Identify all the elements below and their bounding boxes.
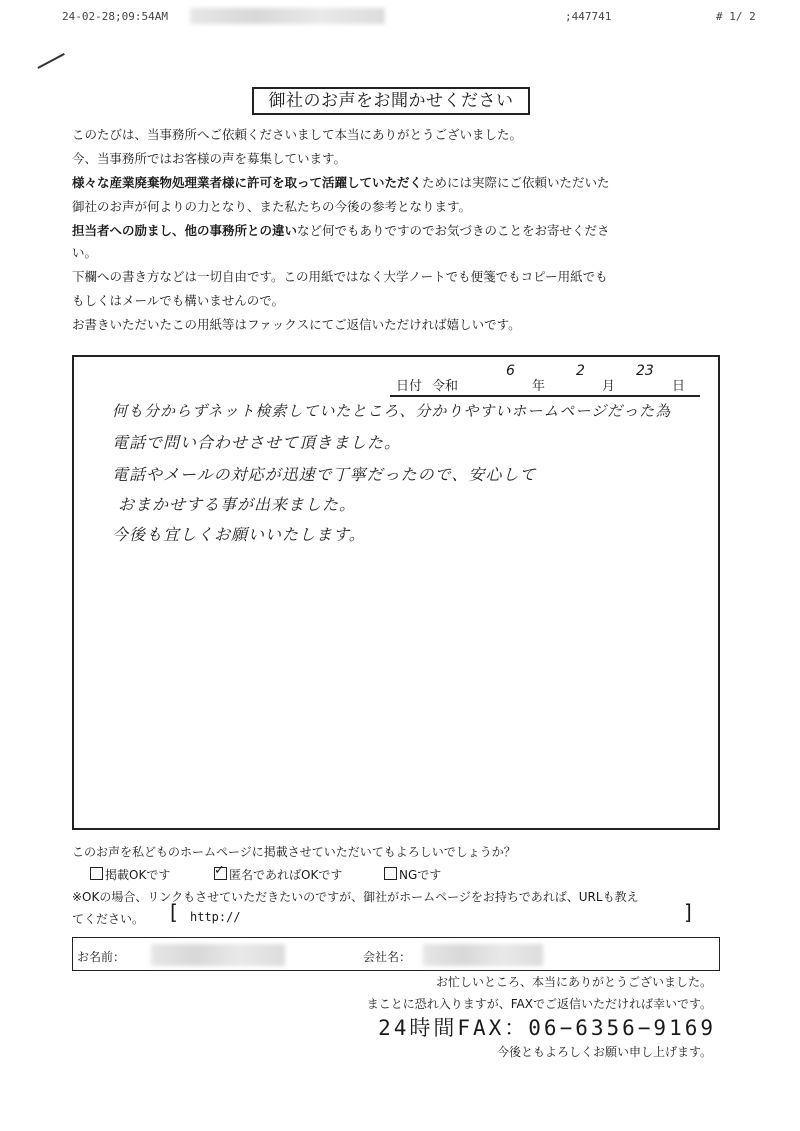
url-bracket-close: ] (684, 900, 692, 924)
date-day: 23 (636, 363, 654, 379)
redacted-name (151, 944, 285, 966)
intro-line-7: 下欄への書き方などは一切自由です。この用紙ではなく大学ノートでも便箋でもコピー用紙でも (72, 269, 608, 284)
fax-timestamp: 24-02-28;09:54AM (62, 10, 168, 23)
intro-emphasis-1: 様々な産業廃棄物処理業者様に許可を取って活躍していただく (72, 175, 423, 190)
intro-line-9: お書きいただいたこの用紙等はファックスにてご返信いただければ嬉しいです。 (72, 317, 521, 332)
fax-number: ;447741 (565, 10, 612, 23)
handwritten-line-2: 電話で問い合わせさせて頂きました。 (112, 433, 402, 452)
url-note-1: ※OKの場合、リンクもさせていただきたいのですが、御社がホームページをお持ちであれば、URLも教え (72, 890, 639, 904)
date-line (390, 363, 700, 397)
date-era: 令和 (432, 379, 459, 394)
intro-line-1: このたびは、当事務所へご依頼くださいまして本当にありがとうございました。 (72, 127, 523, 142)
page-title: 御社のお声をお聞かせください (252, 87, 530, 115)
intro-emphasis-2: 担当者への励まし、他の事務所との違い (72, 223, 298, 238)
footer-thanks: お忙しいところ、本当にありがとうございました。 (435, 975, 712, 989)
intro-line-8: もしくはメールでも構いませんので。 (72, 293, 285, 308)
footer-closing: 今後ともよろしくお願い申し上げます。 (496, 1045, 712, 1059)
option-publish-ok[interactable] (90, 866, 170, 883)
comment-box (72, 355, 720, 830)
name-row (72, 937, 720, 971)
handwritten-line-1: 何も分からずネット検索していたところ、分かりやすいホームページだった為 (112, 402, 672, 420)
redacted-company (423, 944, 543, 966)
date-day-unit: 日 (672, 379, 686, 394)
option-anonymous-ok[interactable] (214, 866, 342, 883)
footer-request: まことに恐れ入りますが、FAXでご返信いただければ幸いです。 (366, 997, 712, 1011)
url-note-2: てください。 (72, 912, 145, 926)
fax-number-large: 24時間FAX：06−6356−9169 (378, 1016, 716, 1040)
checkbox-icon[interactable] (90, 867, 103, 880)
date-year-unit: 年 (532, 379, 546, 394)
handwritten-line-4: おまかせする事が出来ました。 (118, 495, 357, 514)
option-ng[interactable] (384, 866, 441, 883)
option-ng-label: NGです (399, 868, 442, 882)
intro-line-4: 御社のお声が何よりの力となり、また私たちの今後の参考となります。 (72, 199, 472, 214)
handwritten-line-5: 今後も宜しくお願いいたします。 (112, 525, 366, 544)
redacted-sender (190, 8, 385, 24)
url-bracket-open: [ (170, 900, 178, 924)
date-month-unit: 月 (602, 379, 616, 394)
option-anonymous-ok-label: 匿名であればOKです (229, 868, 343, 882)
permission-question: このお声を私どものホームページに掲載させていただいてもよろしいでしょうか？ (72, 845, 516, 859)
option-publish-ok-label: 掲載OKです (105, 868, 171, 882)
url-prefix: http:// (190, 910, 241, 924)
fax-page: # 1/ 2 (716, 10, 756, 23)
intro-line-6: い。 (72, 245, 98, 260)
checkbox-checked-icon[interactable] (214, 867, 227, 880)
pen-mark (37, 53, 64, 68)
intro-line-3 (72, 172, 610, 193)
name-label: お名前： (77, 950, 126, 964)
handwritten-line-3: 電話やメールの対応が迅速で丁寧だったので、安心して (112, 465, 537, 484)
checkbox-icon[interactable] (384, 867, 397, 880)
intro-line-5 (72, 220, 610, 241)
date-year: 6 (506, 363, 515, 379)
company-label: 会社名： (363, 950, 412, 964)
intro-line-2: 今、当事務所ではお客様の声を募集しています。 (72, 151, 347, 166)
intro-line-5-rest: など何でもありですのでお気づきのことをお寄せくださ (297, 223, 610, 238)
intro-line-3-rest: ためには実際にご依頼いただいた (422, 175, 610, 190)
date-label: 日付 (396, 379, 423, 394)
date-month: 2 (576, 363, 585, 379)
